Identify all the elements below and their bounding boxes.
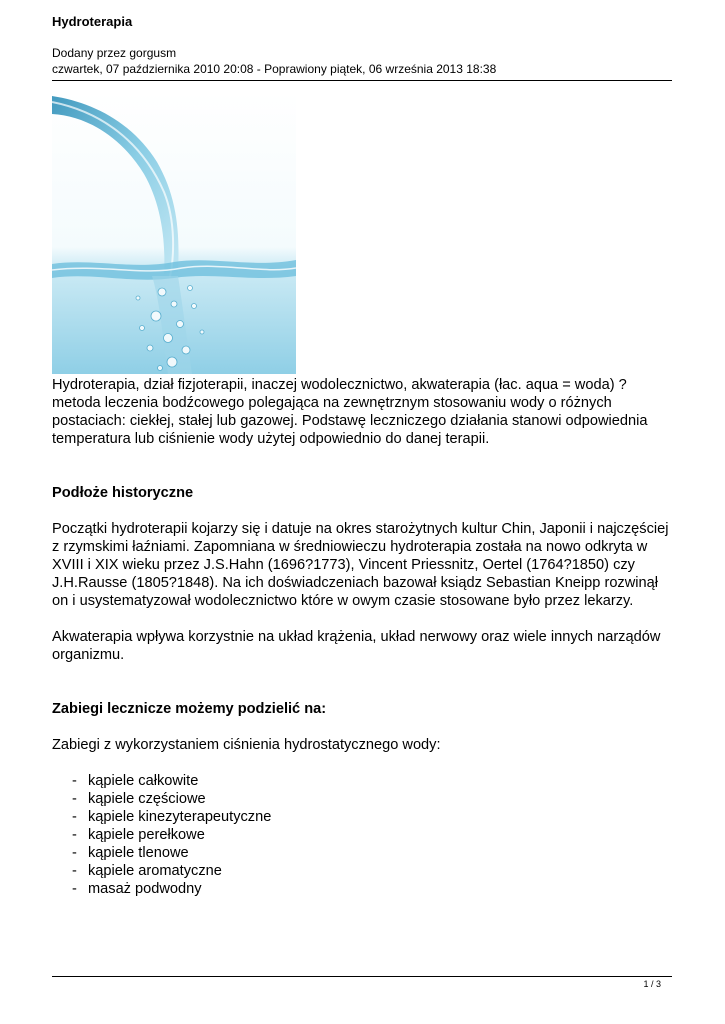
history-paragraph-1: Początki hydroterapii kojarzy się i datuje na okres starożytnych kultur Chin, Japonii i najczęściej z rzymskimi łaźniami. Zapomniana w średniowieczu hydroterapia została na nowo odkryta w XVIII i XIX wieku przez J.S.Hahn (1696?1773), Vincent Priessnitz, Oertel (1764?1850) czy J.H.Rausse (1805?1848). Na ich doświadczeniach bazował ksiądz Sebastian Kneipp rozwinął on i usystematyzował wodolecznictwo które w owym czasie stosowane było przez lekarzy. (52, 521, 669, 609)
list-item-text: masaż podwodny (88, 881, 202, 897)
water-pouring-image (52, 92, 296, 374)
treatments-intro: Zabiegi z wykorzystaniem ciśnienia hydrostatycznego wody: (52, 737, 441, 753)
list-dash: - (72, 791, 77, 807)
list-item-text: kąpiele tlenowe (88, 845, 189, 861)
page-number: 1 / 3 (643, 979, 661, 989)
list-item (52, 772, 677, 790)
list-item-text: kąpiele aromatyczne (88, 863, 222, 879)
treatments-heading: Zabiegi lecznicze możemy podzielić na: (52, 701, 327, 717)
header-divider (52, 80, 672, 81)
list-item (52, 880, 677, 898)
list-item (52, 826, 677, 844)
dates-line: czwartek, 07 października 2010 20:08 - Poprawiony piątek, 06 września 2013 18:38 (52, 62, 497, 76)
author-line: Dodany przez gorgusm (52, 46, 177, 60)
list-item (52, 808, 677, 826)
list-item (52, 844, 677, 862)
list-item (52, 790, 677, 808)
treatments-list (52, 772, 677, 898)
list-item (52, 862, 677, 880)
history-paragraph-2: Akwaterapia wpływa korzystnie na układ krążenia, układ nerwowy oraz wiele innych narządów organizmu. (52, 629, 661, 663)
intro-paragraph: Hydroterapia, dział fizjoterapii, inaczej wodolecznictwo, akwaterapia (łac. aqua = woda) ? metoda leczenia bodźcowego polegająca na zewnętrznym stosowaniu wody o różnych postaciach: ciekłej, stałej lub gazowej. Podstawę leczniczego działania stanowi odpowiednia temperatura lub ciśnienie wody użytej odpowiednio do danej terapii. (52, 377, 648, 447)
list-item-text: kąpiele częściowe (88, 791, 206, 807)
list-item-text: kąpiele kinezyterapeutyczne (88, 809, 272, 825)
history-heading: Podłoże historyczne (52, 485, 194, 501)
list-item-text: kąpiele całkowite (88, 773, 199, 789)
list-dash: - (72, 845, 77, 861)
list-dash: - (72, 809, 77, 825)
article-body (52, 376, 677, 898)
page-title: Hydroterapia (52, 14, 133, 29)
list-item-text: kąpiele perełkowe (88, 827, 205, 843)
list-dash: - (72, 881, 77, 897)
list-dash: - (72, 827, 77, 843)
list-dash: - (72, 863, 77, 879)
list-dash: - (72, 773, 77, 789)
footer-divider (52, 976, 672, 977)
